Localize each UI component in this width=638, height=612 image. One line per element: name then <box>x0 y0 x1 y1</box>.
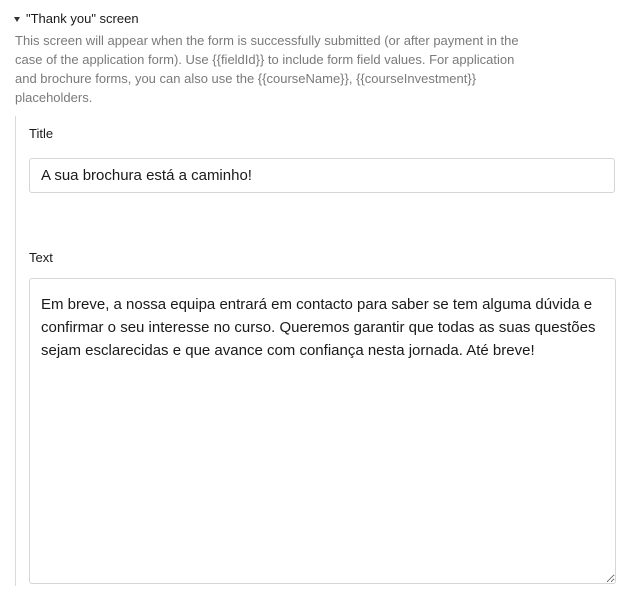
title-input[interactable] <box>29 158 615 193</box>
caret-down-icon <box>14 17 20 22</box>
text-textarea[interactable] <box>29 278 616 584</box>
title-field-label: Title <box>29 126 54 141</box>
section-description: This screen will appear when the form is successfully submitted (or after payment in the case of the application form). Use {{fieldId}} to include form field values. For application and brochure forms, you can also use the {{courseName}}, {{courseInvestment}} placeholders. <box>15 33 519 105</box>
text-field-label: Text <box>29 250 53 265</box>
thank-you-section-toggle[interactable] <box>14 11 139 27</box>
section-title: "Thank you" screen <box>26 11 139 26</box>
thank-you-fields-group <box>15 116 621 586</box>
